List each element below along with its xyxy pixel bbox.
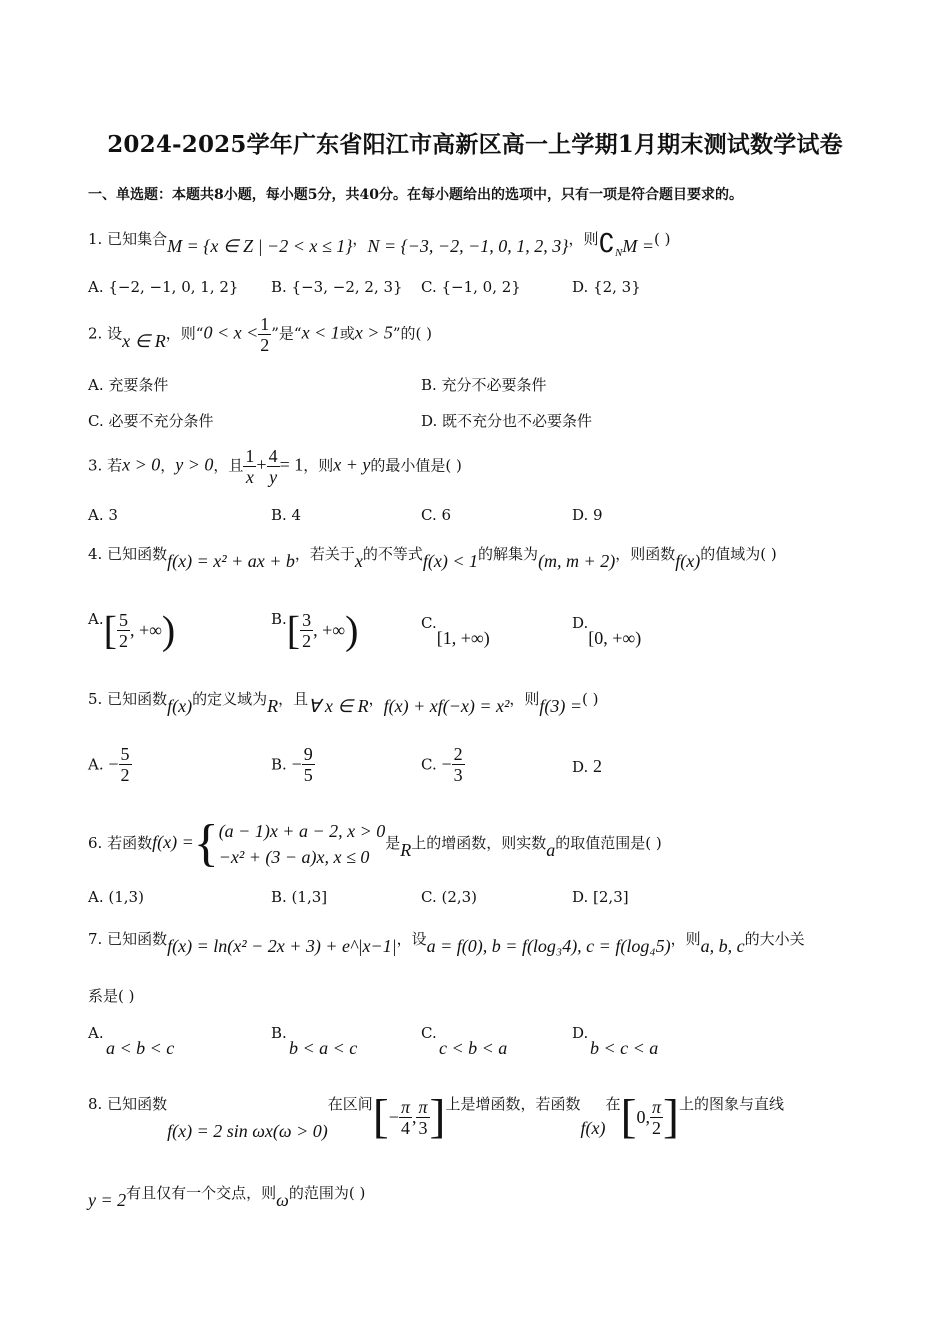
q8-graph: 上的图象与直线	[679, 1095, 785, 1113]
q5-c-den: 3	[453, 765, 463, 785]
q7-option-a[interactable]	[88, 1024, 174, 1059]
q3-sum: x + y	[333, 454, 371, 475]
q3-option-c[interactable]: C. 6	[421, 506, 452, 524]
q3-then: ，则	[303, 456, 334, 475]
q2-option-d[interactable]: D. 既不充分也不必要条件	[421, 412, 593, 430]
q5-d-text: 2	[593, 756, 603, 776]
q1-option-c[interactable]: C. {−1, 0, 2}	[421, 278, 521, 296]
q5-b-den: 5	[303, 765, 313, 785]
section-heading: 一、单选题：本题共8小题，每小题5分，共40分。在每小题给出的选项中，只有一项是符合题目要求的。	[88, 187, 743, 203]
q7-fx-def: f(x) = ln(x² − 2x + 3) + e^|x−1|	[167, 936, 397, 956]
q2-is: ”是“	[271, 324, 302, 343]
q8-i2-b-num: π	[651, 1096, 662, 1117]
q7-end: 的大小关	[744, 930, 805, 948]
q7-abc-def: a = f(0), b = f(log₃4), c = f(log₄5)	[426, 936, 671, 956]
q8-i1-b-fraction	[416, 1097, 429, 1138]
q8-interval-of: 在区间	[327, 1095, 373, 1113]
q8-fx-def: f(x) = 2 sin ωx(ω > 0)	[167, 1121, 328, 1141]
q1-prefix: 1. 已知集合	[88, 230, 168, 248]
q8-bracket-2-right: ]	[663, 1090, 679, 1143]
q8-fx: f(x)	[580, 1118, 606, 1138]
q8-i2-b-fraction	[650, 1097, 663, 1138]
q8-i2-b-den: 2	[652, 1117, 661, 1138]
q6-is: 是	[385, 834, 401, 852]
q3-and: ，且	[213, 456, 244, 475]
q3-end: 的最小值是( )	[370, 456, 462, 475]
q3-x-pos: x > 0	[122, 454, 161, 475]
q2-option-b[interactable]: B. 充分不必要条件	[421, 376, 547, 394]
q4-b-rest: , +∞	[313, 620, 346, 640]
q8-bracket-1-left: [	[372, 1090, 389, 1143]
q2-frac-num: 1	[260, 314, 270, 334]
q4-option-b[interactable]	[271, 607, 359, 653]
q4-b-num: 3	[302, 610, 312, 630]
q7-option-c[interactable]	[421, 1024, 507, 1059]
question-8: 8. 已知函数f(x) = 2 sin ωx(ω > 0)在区间[− $\frac{\pi}{4}$ , $\frac{\pi}{3}$ ]上是增函数，若函数f(x)在[0, $\frac{\pi}{2}$ ]上的图象与直线	[88, 1090, 785, 1143]
q2-option-a[interactable]: A. 充要条件	[88, 376, 169, 394]
q3-f2-num: 4	[268, 446, 278, 466]
q4-b-bracket-left: [	[286, 607, 301, 653]
q1-set-n: N = {−3, −2, −1, 0, 1, 2, 3}	[367, 236, 569, 256]
q5-b-sign: −	[291, 754, 302, 774]
q5-fx: f(x)	[167, 696, 193, 716]
q6-cases	[219, 818, 386, 870]
q7-abc: a, b, c	[700, 936, 745, 956]
q8-on: 在	[605, 1095, 621, 1113]
q7-then: ，则	[670, 930, 701, 948]
question-1	[88, 226, 671, 259]
q4-a-num: 5	[118, 610, 128, 630]
q3-f1-den: x	[245, 467, 254, 487]
q3-option-b[interactable]: B. 4	[271, 506, 302, 524]
q3-option-d[interactable]: D. 9	[572, 506, 603, 524]
q7-line-2: 系是( )	[88, 987, 135, 1005]
q6-case-1: (a − 1)x + a − 2, x > 0	[218, 821, 386, 841]
q4-a-bracket-left: [	[103, 607, 117, 653]
q4-c-text: [1, +∞)	[436, 628, 490, 648]
question-3	[88, 446, 462, 487]
q8-line-2	[88, 1182, 366, 1210]
q2-cond-b: x > 5	[354, 322, 393, 343]
q2-option-c[interactable]: C. 必要不充分条件	[88, 412, 214, 430]
q5-a-fraction	[119, 744, 132, 785]
q3-f1-num: 1	[245, 446, 255, 466]
q7-c-label: C.	[421, 1024, 437, 1042]
q1-then: ，则	[568, 230, 599, 248]
question-5	[88, 688, 599, 716]
q8-bracket-2-left: [	[620, 1090, 637, 1143]
q4-b-label: B.	[271, 610, 287, 628]
q3-plus: +	[256, 454, 267, 475]
q3-option-a[interactable]: A. 3	[88, 506, 118, 524]
q7-c-text: c < b < a	[439, 1038, 508, 1058]
q3-fraction-1	[243, 446, 256, 487]
q3-fraction-2	[267, 446, 280, 487]
q4-b-bracket-right: )	[345, 607, 359, 653]
q2-zero-lt: 0 < x <	[203, 322, 259, 343]
q5-c-label: C.	[421, 755, 437, 774]
q1-comma: ，	[352, 230, 368, 248]
q4-then-fn: ，则函数	[615, 545, 676, 563]
q6-r: R	[400, 840, 412, 860]
q4-interval: (m, m + 2)	[538, 551, 616, 571]
q5-a-den: 2	[120, 765, 130, 785]
q5-a-label: A.	[88, 755, 104, 774]
q2-cond-a: x < 1	[301, 322, 340, 343]
q7-option-b[interactable]	[271, 1024, 357, 1059]
question-7	[88, 928, 805, 956]
q2-x-in-r: x ∈ R	[122, 330, 166, 351]
page-title: 2024-2025学年广东省阳江市高新区高一上学期1月期末测试数学试卷	[107, 131, 843, 158]
q3-y-pos: y > 0	[175, 454, 214, 475]
q2-frac-den: 2	[260, 335, 270, 355]
q5-prefix: 5. 已知函数	[88, 690, 168, 708]
q5-a-num: 5	[120, 744, 130, 764]
q1-complement: ∁	[598, 229, 615, 258]
q5-option-a[interactable]	[88, 744, 132, 785]
q6-prefix: 6. 若函数	[88, 834, 153, 852]
q7-d-label: D.	[572, 1024, 589, 1042]
q5-c-fraction	[452, 744, 465, 785]
q6-brace: {	[193, 815, 219, 872]
q7-a-label: A.	[88, 1024, 104, 1042]
q4-d-text: [0, +∞)	[588, 628, 642, 648]
q3-eq1: = 1	[279, 454, 304, 475]
q8-inc: 上是增函数，若函数	[445, 1095, 581, 1113]
q4-x: x	[354, 551, 363, 571]
q5-eq: f(x) + xf(−x) = x²	[383, 696, 510, 716]
q7-b-label: B.	[271, 1024, 287, 1042]
q6-mid: 上的增函数，则实数	[411, 834, 547, 852]
q5-b-num: 9	[303, 744, 313, 764]
q6-option-b[interactable]: B. (1,3]	[271, 888, 328, 906]
q8-line2-text: 有且仅有一个交点，则	[126, 1184, 277, 1202]
q8-omega: ω	[276, 1190, 289, 1210]
q5-b-fraction	[302, 744, 315, 785]
q8-i1-a-sign: −	[388, 1107, 399, 1127]
q2-or: 或	[339, 324, 355, 343]
q8-prefix: 8. 已知函数	[88, 1095, 168, 1113]
q4-a-den: 2	[118, 631, 128, 651]
q4-option-c[interactable]	[421, 614, 490, 648]
q4-ineq: f(x) < 1	[422, 551, 479, 571]
q4-fx: f(x)	[675, 551, 701, 571]
q8-i1-a-fraction	[399, 1097, 412, 1138]
q4-option-d[interactable]	[572, 614, 642, 648]
q8-i1-a-den: 4	[400, 1117, 410, 1138]
q6-option-c[interactable]: C. (2,3)	[421, 888, 478, 906]
q7-let: ，设	[396, 930, 427, 948]
q4-ineq-of: 的不等式	[362, 545, 423, 563]
q2-fraction	[258, 314, 271, 355]
q1-m-eq: M =	[622, 236, 654, 256]
q1-sub-n: N	[615, 247, 623, 259]
q1-option-a[interactable]: A. {−2, −1, 0, 1, 2}	[88, 278, 239, 296]
q1-paren: ( )	[653, 230, 671, 248]
q5-then: ，则	[509, 690, 540, 708]
q6-case-2: −x² + (3 − a)x, x ≤ 0	[218, 847, 370, 867]
q4-a-rest: , +∞	[129, 620, 162, 640]
q5-c-num: 2	[453, 744, 463, 764]
q5-option-c[interactable]	[421, 744, 465, 785]
q4-about: ，若关于	[294, 545, 355, 563]
q7-prefix: 7. 已知函数	[88, 930, 168, 948]
q5-domain: 的定义域为	[192, 690, 268, 708]
q7-b-text: b < a < c	[289, 1038, 358, 1058]
q6-fx-eq: f(x) =	[152, 832, 194, 852]
q3-f2-den: y	[269, 467, 278, 487]
q4-option-a[interactable]	[88, 607, 176, 653]
q5-c-sign: −	[441, 754, 452, 774]
q5-paren: ( )	[582, 690, 599, 708]
q5-option-b[interactable]	[271, 744, 315, 785]
q4-a-bracket-right: )	[161, 607, 176, 653]
q8-i1-b-num: π	[418, 1096, 428, 1117]
q4-b-fraction	[300, 610, 313, 651]
q5-b-label: B.	[271, 755, 287, 774]
q4-a-label: A.	[88, 610, 104, 628]
q2-then: ，则“	[165, 324, 204, 343]
q8-i1-a-num: π	[400, 1096, 410, 1117]
q2-end: ”的( )	[392, 324, 433, 343]
q8-line2-end: 的范围为( )	[288, 1184, 366, 1202]
q6-a: a	[546, 840, 556, 860]
q5-option-d[interactable]	[572, 756, 602, 777]
q5-d-label: D.	[572, 758, 589, 776]
q1-set-m: M = {x ∈ Z | −2 < x ≤ 1}	[167, 236, 353, 256]
q8-line2-eq: y = 2	[88, 1190, 127, 1210]
q4-fx-def: f(x) = x² + ax + b	[167, 551, 295, 571]
q4-d-label: D.	[572, 614, 589, 632]
q6-option-d[interactable]: D. [2,3]	[572, 888, 629, 906]
q3-prefix: 3. 若	[88, 456, 123, 475]
q5-f3: f(3) =	[539, 696, 583, 716]
q4-end: 的值域为( )	[700, 545, 777, 563]
question-2	[88, 314, 432, 355]
q5-and: ，且	[278, 690, 309, 708]
q8-i2-a: 0,	[636, 1107, 650, 1127]
q7-option-d[interactable]	[572, 1024, 658, 1059]
q5-comma: ，	[368, 690, 384, 708]
q6-end: 的取值范围是( )	[555, 834, 662, 852]
q1-option-b[interactable]: B. {−3, −2, 2, 3}	[271, 278, 403, 296]
q1-option-d[interactable]: D. {2, 3}	[572, 278, 641, 296]
q4-c-label: C.	[421, 614, 437, 632]
q3-comma: ，	[160, 456, 176, 475]
q8-bracket-1-right: ]	[429, 1090, 446, 1143]
q4-prefix: 4. 已知函数	[88, 545, 168, 563]
q4-a-fraction	[117, 610, 130, 651]
question-6	[88, 812, 662, 872]
q8-i1-b-den: 3	[418, 1117, 428, 1138]
q4-solset: 的解集为	[478, 545, 539, 563]
q5-forall: ∀ x ∈ R	[308, 696, 369, 716]
q5-r: R	[267, 696, 279, 716]
q7-a-text: a < b < c	[106, 1038, 175, 1058]
q7-d-text: b < c < a	[590, 1038, 659, 1058]
q6-option-a[interactable]: A. (1,3)	[88, 888, 144, 906]
q5-a-sign: −	[108, 754, 119, 774]
q2-prefix: 2. 设	[88, 324, 123, 343]
question-4	[88, 543, 777, 571]
q4-b-den: 2	[302, 631, 312, 651]
